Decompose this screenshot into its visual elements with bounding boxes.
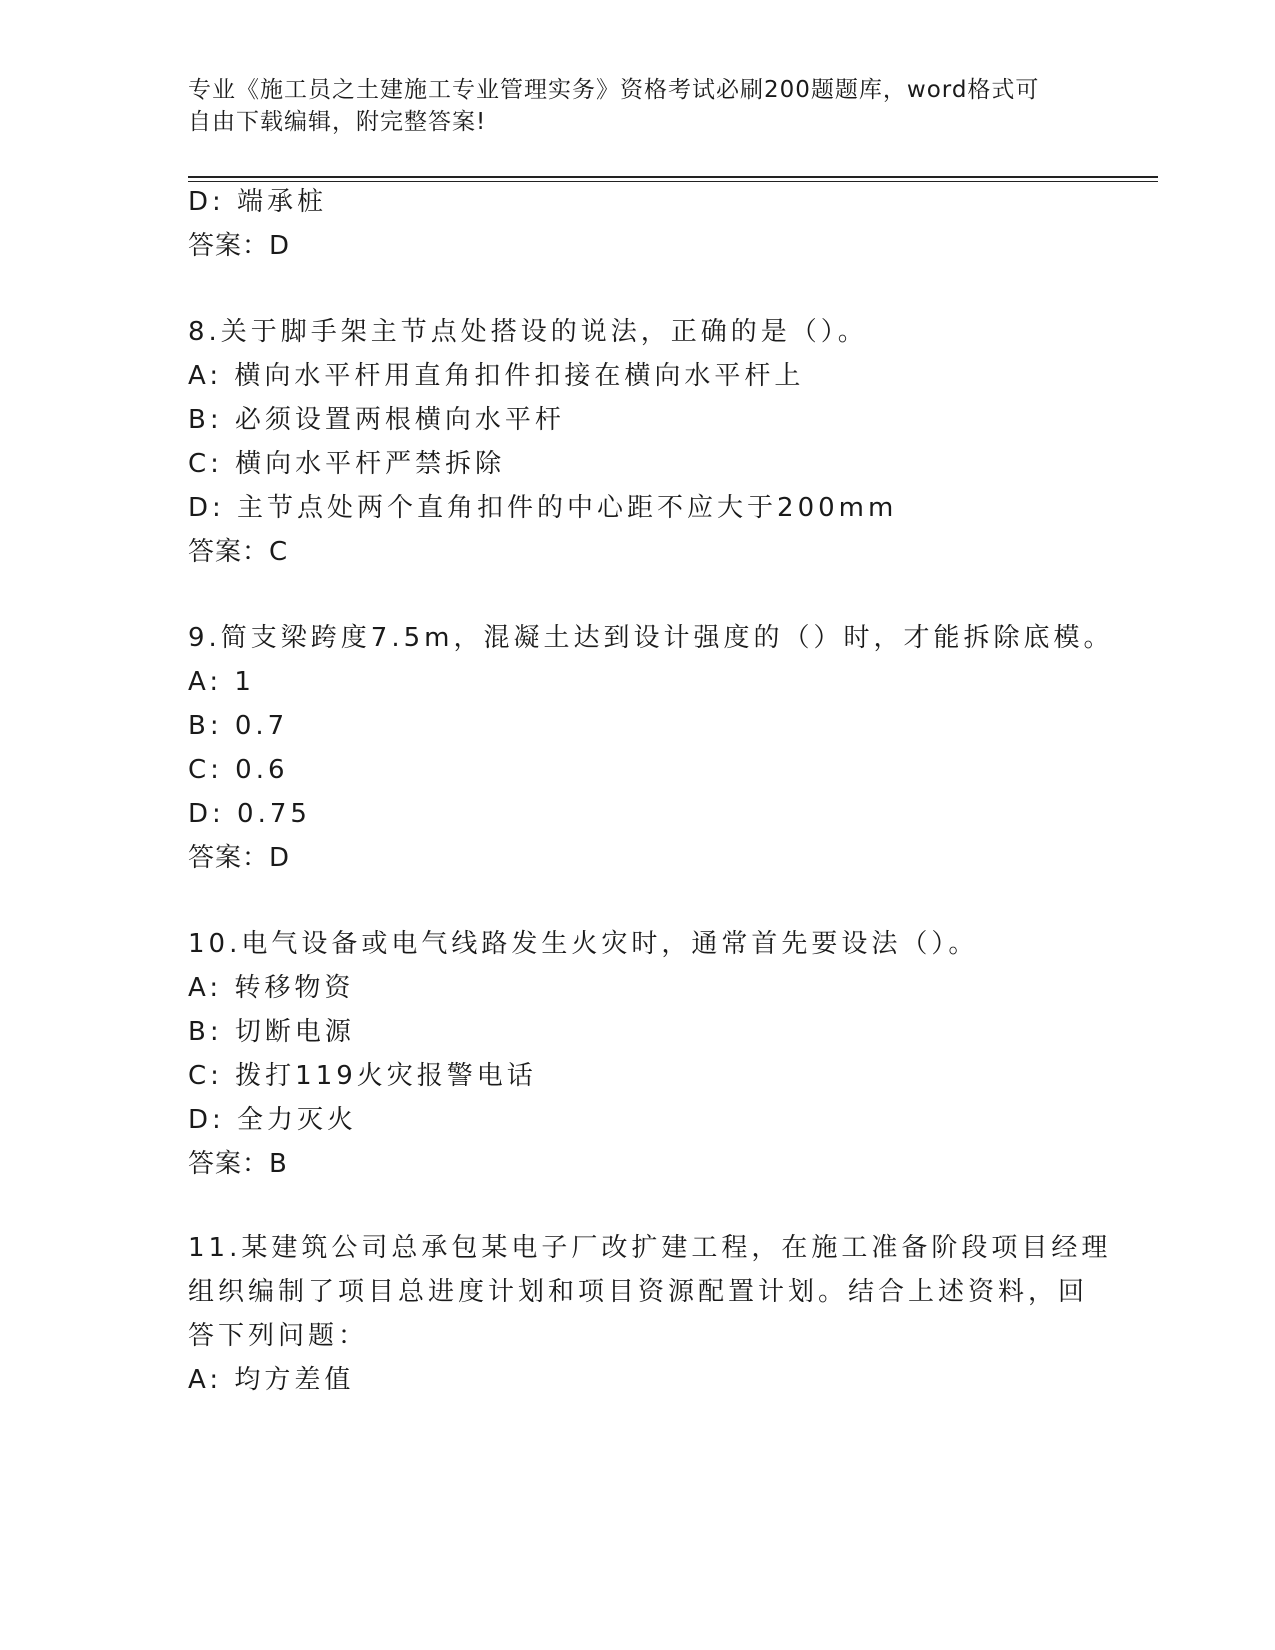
q8-option-b: B: 必须设置两根横向水平杆 <box>188 405 565 435</box>
q9-stem: 9.简支梁跨度7.5m，混凝土达到设计强度的（）时，才能拆除底模。 <box>188 623 1114 653</box>
header-line-2: 自由下载编辑，附完整答案! <box>188 109 487 135</box>
q9-answer: 答案：D <box>188 843 291 873</box>
q9-option-c: C: 0.6 <box>188 755 289 785</box>
q7-answer: 答案：D <box>188 231 291 261</box>
q10-option-a: A: 转移物资 <box>188 973 355 1003</box>
q8-option-a: A: 横向水平杆用直角扣件扣接在横向水平杆上 <box>188 361 805 391</box>
header-line-1: 专业《施工员之土建施工专业管理实务》资格考试必刷200题题库，word格式可 <box>188 77 1040 103</box>
q10-answer: 答案：B <box>188 1149 288 1179</box>
q11-stem-line-3: 答下列问题： <box>188 1321 369 1351</box>
header-divider-thick <box>188 176 1158 178</box>
q8-option-d: D: 主节点处两个直角扣件的中心距不应大于200mm <box>188 493 898 523</box>
q8-option-c: C: 横向水平杆严禁拆除 <box>188 449 506 479</box>
q9-option-a: A: 1 <box>188 667 255 697</box>
header-divider-thin <box>188 181 1158 182</box>
q10-option-c: C: 拨打119火灾报警电话 <box>188 1061 537 1091</box>
q7-option-d: D: 端承桩 <box>188 187 328 217</box>
q10-stem: 10.电气设备或电气线路发生火灾时，通常首先要设法（）。 <box>188 929 979 959</box>
document-header <box>188 74 1088 138</box>
q11-stem-line-2: 组织编制了项目总进度计划和项目资源配置计划。结合上述资料，回 <box>188 1277 1089 1307</box>
q9-option-b: B: 0.7 <box>188 711 289 741</box>
q8-answer: 答案：C <box>188 537 289 567</box>
q10-option-d: D: 全力灭火 <box>188 1105 358 1135</box>
q11-option-a: A: 均方差值 <box>188 1365 355 1395</box>
q9-option-d: D: 0.75 <box>188 799 311 829</box>
q10-option-b: B: 切断电源 <box>188 1017 355 1047</box>
q11-stem-line-1: 11.某建筑公司总承包某电子厂改扩建工程，在施工准备阶段项目经理 <box>188 1233 1112 1263</box>
q8-stem: 8.关于脚手架主节点处搭设的说法，正确的是（）。 <box>188 317 868 347</box>
